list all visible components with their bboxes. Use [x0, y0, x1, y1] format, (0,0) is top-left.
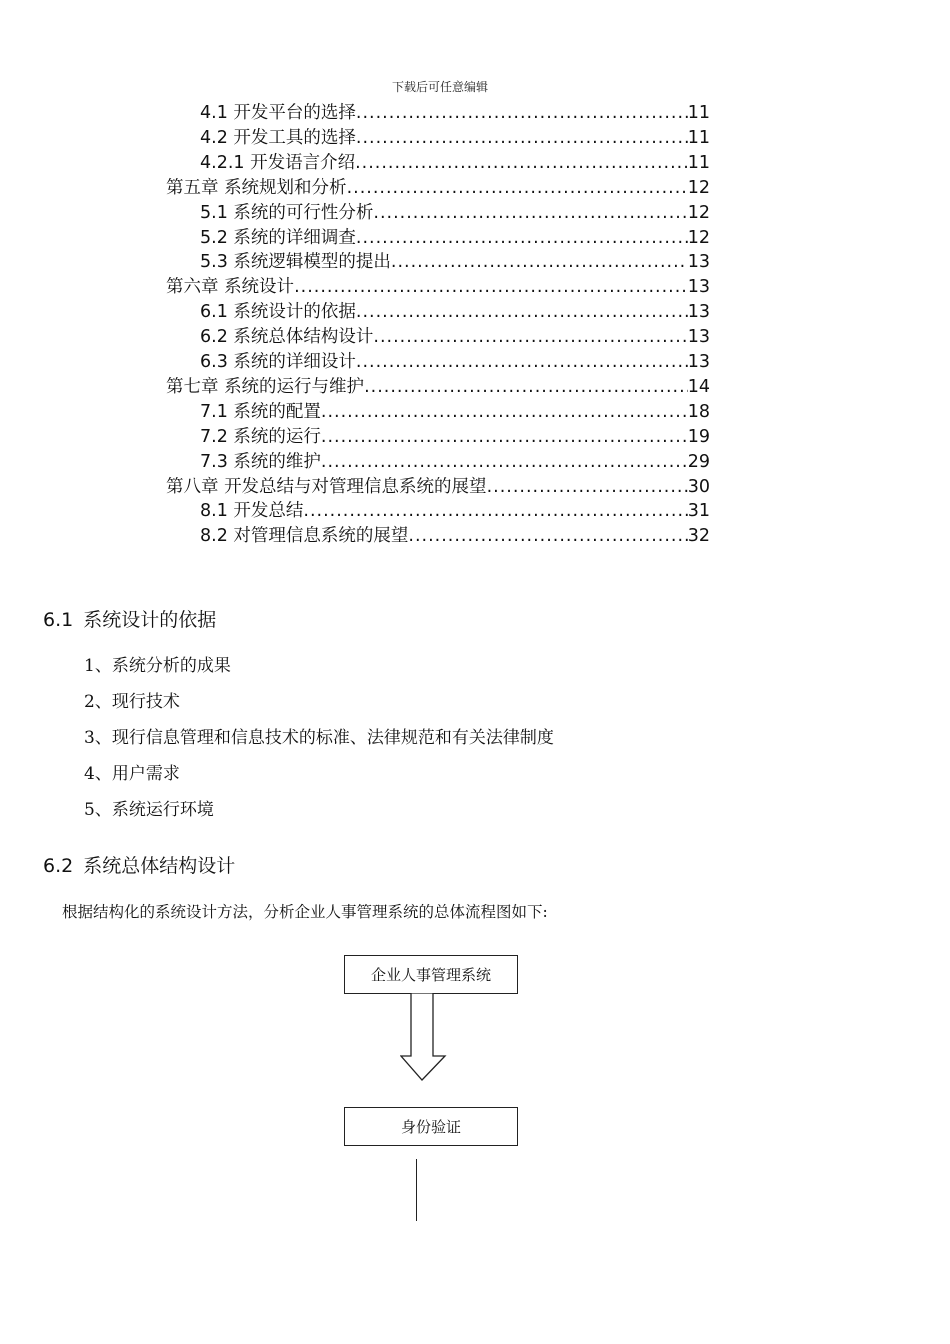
- flowchart-connector-line: [416, 1159, 417, 1221]
- toc-entry-page: 19: [687, 426, 710, 447]
- list-item: 1、系统分析的成果: [84, 656, 231, 676]
- toc-entry-label: 4.2.1 开发语言介绍: [200, 152, 356, 173]
- toc-entry-page: 30: [687, 476, 710, 497]
- toc-entry-page: 12: [687, 227, 710, 248]
- list-item: 2、现行技术: [84, 692, 180, 712]
- toc-leader-dots: [321, 425, 688, 450]
- toc-entry: [200, 151, 710, 176]
- toc-entry-label: 6.2 系统总体结构设计: [200, 327, 374, 348]
- toc-entry-label: 5.1 系统的可行性分析: [200, 202, 374, 223]
- toc-entry-page: 11: [687, 127, 710, 148]
- flowchart-box-label: 身份验证: [400, 1118, 461, 1136]
- toc-leader-dots: [321, 400, 688, 425]
- toc-entry: [166, 275, 710, 300]
- toc-entry-page: 32: [687, 526, 710, 547]
- section-number: 6.2: [43, 855, 74, 877]
- toc-entry: [200, 524, 710, 549]
- toc-entry: [200, 325, 710, 350]
- toc-leader-dots: [355, 151, 688, 176]
- toc-entry-page: 13: [687, 302, 710, 323]
- toc-entry-label: 5.3 系统逻辑模型的提出: [200, 252, 391, 273]
- toc-entry-page: 13: [687, 277, 710, 298]
- toc-leader-dots: [408, 524, 687, 549]
- list-item: 5、系统运行环境: [84, 800, 214, 820]
- toc-entry-label: 8.2 对管理信息系统的展望: [200, 526, 409, 547]
- toc-leader-dots: [391, 250, 688, 275]
- section-title: 系统总体结构设计: [83, 855, 236, 877]
- flowchart-box-system: [344, 955, 518, 994]
- toc-entry-label: 第六章 系统设计: [166, 277, 295, 298]
- toc-leader-dots: [373, 325, 687, 350]
- toc-entry-label: 5.2 系统的详细调查: [200, 227, 356, 248]
- toc-entry-label: 4.2 开发工具的选择: [200, 127, 356, 148]
- toc-entry: [200, 425, 710, 450]
- toc-leader-dots: [356, 350, 688, 375]
- section-heading-6-1: [43, 605, 216, 632]
- page-header: 下载后可任意编辑: [391, 80, 488, 94]
- section-heading-6-2: [43, 851, 235, 878]
- toc-entry-page: 14: [687, 376, 710, 397]
- section-title: 系统设计的依据: [83, 609, 217, 631]
- toc-entry: [166, 176, 710, 201]
- toc-entry-page: 12: [687, 177, 710, 198]
- toc-leader-dots: [321, 450, 688, 475]
- toc-entry-page: 13: [687, 352, 710, 372]
- toc-leader-dots: [364, 375, 688, 400]
- toc-leader-dots: [303, 499, 687, 524]
- toc-entry-page: 31: [687, 501, 710, 522]
- toc-entry: [200, 226, 710, 251]
- toc-entry: [200, 450, 710, 475]
- toc-entry-page: 13: [687, 327, 710, 348]
- toc-entry: [166, 475, 710, 500]
- toc-entry: [200, 499, 710, 524]
- toc-entry-page: 11: [687, 152, 710, 173]
- toc-entry-label: 第七章 系统的运行与维护: [166, 376, 365, 397]
- toc-entry-page: 12: [687, 202, 710, 223]
- toc-leader-dots: [373, 201, 687, 226]
- toc-entry: [200, 126, 710, 151]
- toc-entry-label: 4.1 开发平台的选择: [200, 103, 356, 123]
- toc-entry-page: 18: [687, 401, 710, 422]
- toc-entry: [200, 400, 710, 425]
- toc-entry-label: 7.2 系统的运行: [200, 426, 321, 447]
- toc-entry-label: 8.1 开发总结: [200, 501, 304, 522]
- toc-entry-label: 第八章 开发总结与对管理信息系统的展望: [166, 476, 487, 497]
- section-paragraph: 根据结构化的系统设计方法，分析企业人事管理系统的总体流程图如下:: [62, 903, 548, 921]
- toc-entry-label: 7.3 系统的维护: [200, 451, 321, 472]
- toc-entry: [200, 350, 710, 375]
- section-number: 6.1: [43, 609, 74, 631]
- toc-leader-dots: [347, 176, 688, 201]
- flowchart-down-arrow-icon: [400, 993, 448, 1083]
- flowchart-box-auth: [344, 1107, 518, 1146]
- toc-entry-label: 6.1 系统设计的依据: [200, 302, 356, 323]
- toc-leader-dots: [294, 275, 688, 300]
- toc-entry-page: 11: [687, 103, 710, 123]
- toc-leader-dots: [487, 475, 688, 500]
- toc-entry-page: 29: [687, 451, 710, 472]
- toc-entry: [200, 101, 710, 126]
- toc-entry-page: 13: [687, 252, 710, 273]
- toc-entry: [200, 300, 710, 325]
- flowchart-box-label: 企业人事管理系统: [370, 966, 491, 984]
- toc-leader-dots: [356, 300, 688, 325]
- toc-entry: [200, 201, 710, 226]
- toc-entry: [166, 375, 710, 400]
- toc-entry: [200, 250, 710, 275]
- toc-leader-dots: [356, 101, 688, 126]
- toc-entry-label: 7.1 系统的配置: [200, 401, 321, 422]
- toc-leader-dots: [356, 126, 688, 151]
- list-item: 4、用户需求: [84, 764, 180, 784]
- toc-entry-label: 6.3 系统的详细设计: [200, 352, 356, 372]
- toc-leader-dots: [356, 226, 688, 251]
- toc-entry-label: 第五章 系统规划和分析: [166, 177, 347, 198]
- list-item: 3、现行信息管理和信息技术的标准、法律规范和有关法律制度: [84, 728, 554, 748]
